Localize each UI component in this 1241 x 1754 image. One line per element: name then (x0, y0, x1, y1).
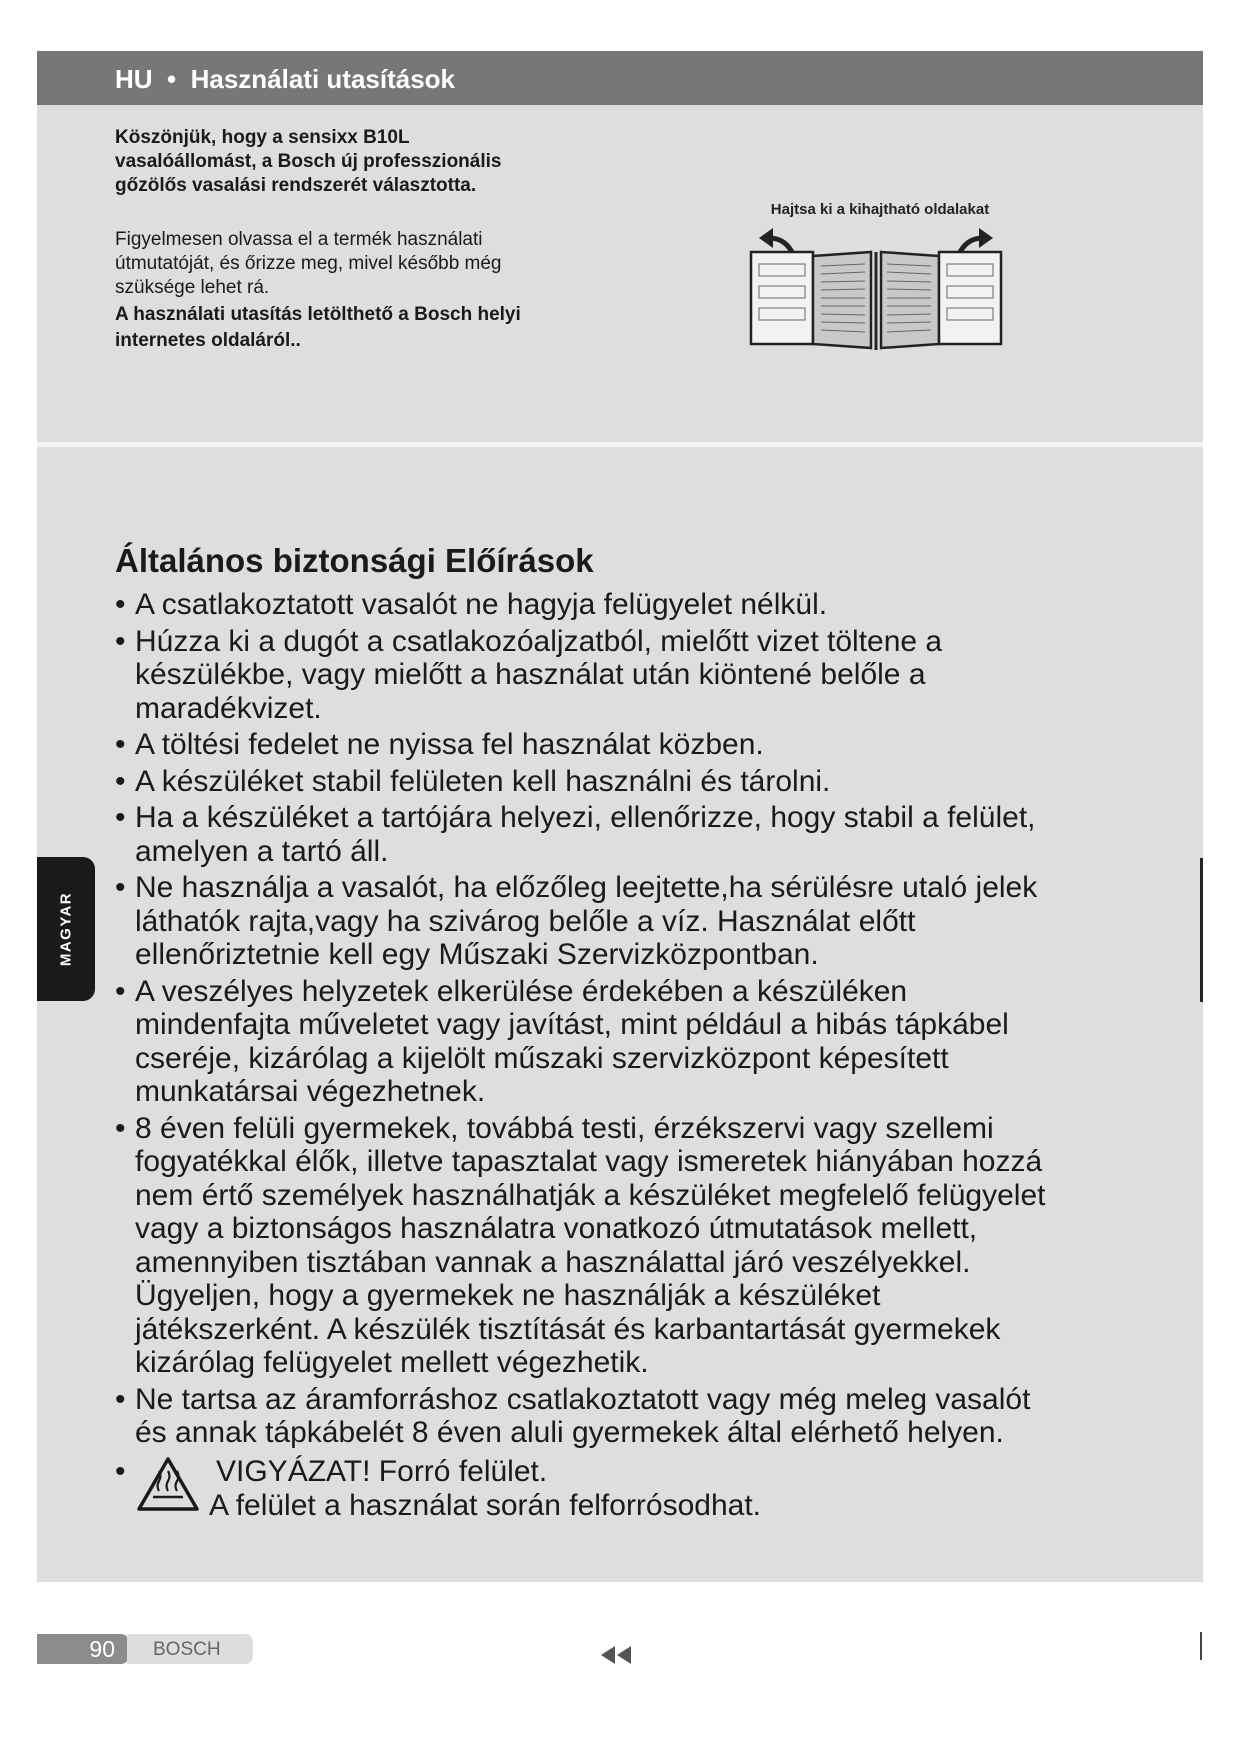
list-item-line: amennyiben tisztában vannak a használattal járó veszélyekkel. (135, 1245, 971, 1279)
list-item (115, 975, 1135, 1109)
list-item-line: munkatársai végezhetnek. (135, 1075, 486, 1108)
list-item-line: maradékvizet. (135, 691, 322, 725)
bullet: • (115, 1382, 126, 1416)
fold-out-caption: Hajtsa ki a kihajtható oldalakat (770, 201, 990, 218)
bullet: • (115, 624, 126, 658)
list-item-line: mindenfajta műveletet vagy javítást, mint például a hibás tápkábel (135, 1008, 1009, 1041)
list-item-line: nem értő személyek használhatják a készüléket megfelelő felügyelet (135, 1178, 1046, 1212)
intro-download-text (115, 302, 655, 354)
intro-line: Figyelmesen olvassa el a termék használati (115, 229, 483, 250)
right-edge-marker (1200, 858, 1203, 1002)
intro-line: szüksége lehet rá. (115, 277, 270, 298)
bullet: • (115, 728, 126, 761)
list-item-line: cseréje, kizárólag a kijelölt műszaki szervizközpont képesített (135, 1041, 949, 1075)
list-item-line: kizárólag felügyelet mellett végezhetik. (135, 1346, 649, 1379)
document-title: Használati utasítások (190, 64, 456, 94)
list-item-line: Ne tartsa az áramforráshoz csatlakoztatott vagy még meleg vasalót (135, 1382, 1031, 1416)
safety-title: Általános biztonsági Előírások (115, 542, 594, 579)
bullet: • (115, 764, 126, 798)
list-item-line: A veszélyes helyzetek elkerülése érdekében a készüléken (135, 974, 908, 1008)
intro-thanks-text (115, 126, 635, 198)
page-number: 90 (89, 1636, 115, 1662)
list-item-line: 8 éven felüli gyermekek, továbbá testi, érzékszervi vagy szellemi (135, 1111, 994, 1145)
warning-description: A felület a használat során felforrósodhat. (209, 1489, 762, 1522)
list-item-line: A töltési fedelet ne nyissa fel használat közben. (135, 728, 764, 761)
list-item-line: amelyen a tartó áll. (135, 834, 389, 868)
bullet: • (115, 801, 126, 834)
bullet: • (115, 974, 126, 1008)
list-item-line: A csatlakoztatott vasalót ne hagyja felügyelet nélkül. (135, 588, 828, 621)
list-item-line: játékszerként. A készülék tisztítását és karbantartását gyermekek (135, 1312, 1001, 1346)
list-item (115, 871, 1135, 972)
language-code: HU (115, 64, 153, 94)
bullet: • (115, 871, 126, 904)
list-item-line: Ügyeljen, hogy a gyermekek ne használják a készüléket (135, 1279, 881, 1312)
header-title (115, 64, 455, 95)
language-side-tab (37, 857, 95, 1001)
hot-surface-warning (115, 1455, 1015, 1525)
rewind-back-icon[interactable] (601, 1646, 635, 1664)
bullet: • (115, 1111, 126, 1145)
intro-line: vasalóállomást, a Bosch új professzionális (115, 151, 502, 172)
list-item (115, 728, 1135, 762)
list-item (115, 765, 1135, 799)
intro-line: A használati utasítás letölthető a Bosch helyi (115, 304, 521, 325)
intro-line: gőzölős vasalási rendszerét választotta. (115, 175, 477, 196)
hot-surface-warning-icon (135, 1455, 201, 1513)
list-item-line: készülékbe, vagy mielőtt a használat után kiöntené belőle a (135, 658, 926, 691)
brand-label: BOSCH (153, 1639, 221, 1660)
bullet: • (115, 1455, 126, 1488)
list-item-line: és annak tápkábelét 8 éven aluli gyermekek által elérhető helyen. (135, 1416, 1004, 1449)
list-item-line: ellenőriztetnie kell egy Műszaki Szervizközpontban. (135, 938, 819, 971)
list-item-line: Húzza ki a dugót a csatlakozóaljzatból, mielőtt vizet töltene a (135, 624, 943, 658)
footer-edge-marker (1200, 1632, 1202, 1660)
list-item-line: láthatók rajta,vagy ha szivárog belőle a víz. Használat előtt (135, 904, 916, 938)
intro-line: útmutatóját, és őrizze meg, mivel később még (115, 253, 502, 274)
list-item (115, 588, 1135, 622)
list-item-line: Ne használja a vasalót, ha előzőleg leejtette,ha sérülésre utaló jelek (135, 871, 1038, 904)
list-item (115, 1112, 1135, 1380)
list-item-line: vagy a biztonságos használatra vonatkozó útmutatások mellett, (135, 1212, 978, 1245)
list-item (115, 625, 1135, 726)
list-item (115, 1383, 1135, 1450)
page-number-box (37, 1634, 129, 1664)
intro-line: Köszönjük, hogy a sensixx B10L (115, 127, 410, 148)
safety-list (115, 588, 1135, 1453)
list-item-line: A készüléket stabil felületen kell használni és tárolni. (135, 764, 831, 798)
list-item (115, 801, 1135, 868)
list-item-line: Ha a készüléket a tartójára helyezi, ellenőrizze, hogy stabil a felület, (135, 801, 1036, 834)
intro-read-text (115, 228, 635, 300)
header-separator: • (167, 64, 177, 94)
bullet: • (115, 588, 126, 621)
language-tab-label: MAGYAR (57, 891, 75, 967)
list-item-line: fogyatékkal élők, illetve tapasztalat vagy ismeretek hiányában hozzá (135, 1145, 1043, 1178)
intro-line: internetes oldaláról.. (115, 330, 301, 351)
brand-box (127, 1634, 253, 1664)
fold-out-pages-icon (745, 226, 1007, 356)
warning-title: VIGYÁZAT! Forró felület. (216, 1455, 548, 1488)
